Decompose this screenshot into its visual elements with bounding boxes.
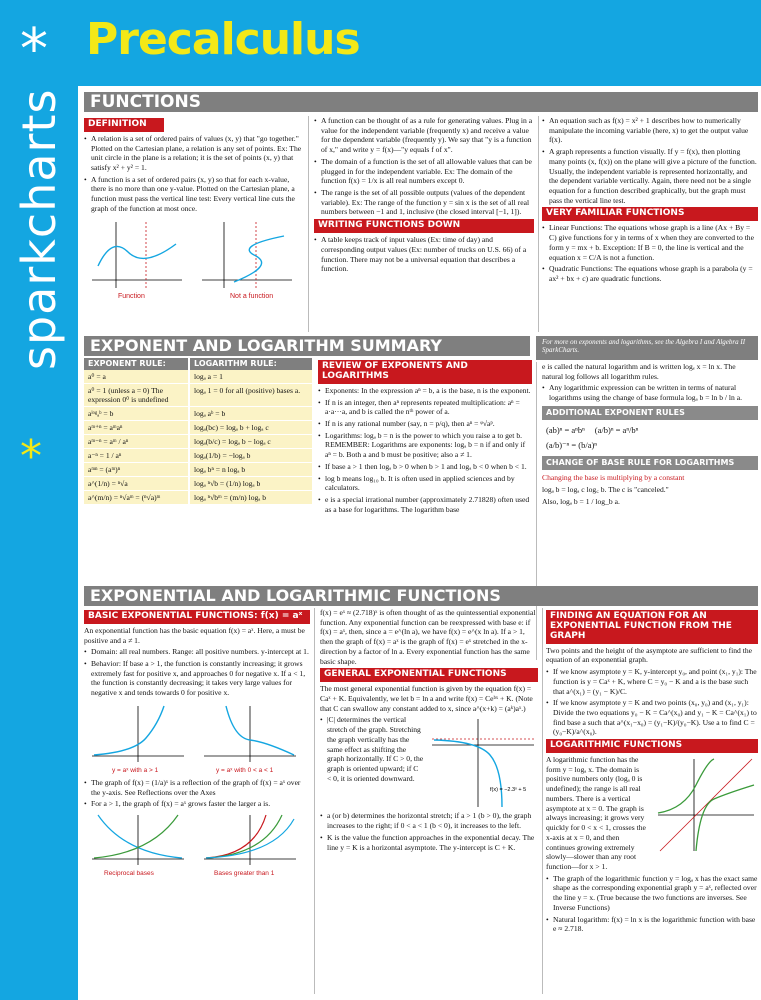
- review-item: • If base a > 1 then logₐ b > 0 when b > 1 and logₐ b < 0 when b < 1.: [318, 462, 532, 472]
- rule-row: [84, 407, 312, 421]
- function-definition: • A function is a set of ordered pairs (x, y) so that for each x-value, there is no more than one y-value. Plotted on the Cartesian plane, a function must pass the vertical line test: Every vertical line cuts the graph of the function at most once.: [84, 175, 302, 214]
- range-text: • The range is the set of all possible outputs (values of the dependent variable). Ex: The range of the function y = sin x is the set of all real numbers between −1 and 1, inclusive (the closed interval [−1, 1]).: [314, 188, 534, 217]
- log-reflection-text: • The graph of the logarithmic function y = logₐ x has the exact same shape as the corresponding exponential graph y = aˣ, reflected over the line y = x. (True because the two functions are inverses. See Inverse Functions): [546, 874, 758, 913]
- caption-reciprocal: Reciprocal bases: [104, 870, 154, 878]
- asterisk-logo: *: [20, 17, 48, 82]
- familiar-functions-heading: VERY FAMILIAR FUNCTIONS: [542, 207, 758, 221]
- page-title: Precalculus: [86, 14, 360, 65]
- general-exp-text: The most general exponential function is given by the equation f(x) = Caˣ + K. Equivalently, we let b = ln a and write f(x) = Ceᵇˣ + K. (Note that C can swallow any constant added to x, since a^(x+k) = (aᵏ)aˣ.): [320, 684, 533, 713]
- caption-not-function: Not a function: [230, 292, 274, 300]
- a-stretch-text: • a (or b) determines the horizontal stretch; if a > 1 (b > 0), the graph increases to the right; if 0 < a < 1 (b < 0), it increases to the left.: [320, 811, 538, 830]
- exponential-graphs: [84, 700, 310, 778]
- rule-row: [84, 477, 312, 491]
- caption-greater: Bases greater than 1: [214, 870, 275, 878]
- functions-col-3: [542, 116, 758, 334]
- log-rule-cell: logₐ ⁿ√b = (1/n) logₐ b: [190, 477, 312, 491]
- log-rule-cell: logₐ 1 = 0 for all (positive) bases a.: [190, 384, 312, 407]
- rule-row: [84, 370, 312, 384]
- behavior-text: • Behavior: If base a > 1, the function is constantly increasing; it grows extremely fast for positive x, and approaches 0 for negative x. If a < 1, the function is constantly decreasing; it takes very large values for negative x and tends towards 0 for positive x.: [84, 659, 310, 698]
- finding-case-1: • If we know asymptote y = K, y-intercept y₀, and point (x₁, y₁): The function is y = Caˣ + K, where C = y₀ − K and a is the base such that a^(x₁) = (y₁ − K)/C.: [546, 667, 758, 696]
- caption-a-gt-1: y = aˣ with a > 1: [112, 766, 159, 774]
- rule-negative-power: (a/b)⁻ⁿ = (b/a)ⁿ: [546, 439, 597, 450]
- function-rule-text: • A function can be thought of as a rule for generating values. Plug in a value for the independent variable (frequently x) and receive a value for the dependent variable (frequently y). We say that "y is a function of x," and write y = f(x)—"y equals f of x".: [314, 116, 534, 155]
- sparkcharts-logo: sparkcharts: [12, 88, 66, 370]
- review-item: • Logarithms: logₐ b = n is the power to which you raise a to get b. REMEMBER: Logarithms are exponents: logₐ b = n if and only if aⁿ = b. Both a and b must be positive; also a ≠ 1.: [318, 431, 532, 460]
- natural-log-text: e is called the natural logarithm and is written logₑ x = ln x. The natural log follows all logarithm rules.: [542, 362, 736, 381]
- k-asymptote-text: • K is the value the function approaches in the exponential decay. The line y = K is a horizontal asymptote. The y-intercept is C + K.: [320, 833, 538, 852]
- equation-text: • An equation such as f(x) = x² + 1 describes how to numerically manipulate the incoming variable (here, x) to get the output value f(x).: [542, 116, 758, 145]
- exponent-rule-cell: a^(1/n) = ⁿ√a: [84, 477, 188, 491]
- review-heading: REVIEW OF EXPONENTS AND LOGARITHMS: [318, 360, 532, 384]
- base-comparison-graphs: [84, 811, 310, 879]
- caption-function: Function: [118, 292, 145, 300]
- additional-rules-heading: ADDITIONAL EXPONENT RULES: [542, 406, 758, 420]
- domain-text: • The domain of a function is the set of all allowable values that can be plugged in for the independent variable. Ex: The domain of the function f(x) = 1/x is all real numbers except 0.: [314, 157, 534, 186]
- rule-row: [84, 435, 312, 449]
- sparkcharts-note: For more on exponents and logarithms, see the Algebra I and Algebra II SparkCharts.: [536, 336, 758, 360]
- exponent-rule-cell: a⁰ = a: [84, 370, 188, 384]
- rule-row: [84, 491, 312, 505]
- general-exponential-heading: GENERAL EXPONENTIAL FUNCTIONS: [320, 668, 538, 682]
- rules-table: [84, 358, 312, 505]
- exponent-rule-cell: aˡᵒᵍₐᵇ = b: [84, 407, 188, 421]
- log-rule-cell: logₐ(1/b) = −logₐ b: [190, 449, 312, 463]
- expfun-col-3: [546, 608, 758, 996]
- c-stretch-text: • |C| determines the vertical stretch of the graph. Stretching the graph vertically has the same effect as shifting the graph horizontally. If C > 0, the graph is oriented upward; if C < 0, it is oriented downward.: [320, 715, 424, 783]
- writing-functions-heading: WRITING FUNCTIONS DOWN: [314, 219, 534, 233]
- exponent-rule-cell: aᵐⁿ = (aᵐ)ⁿ: [84, 463, 188, 477]
- general-exp-graph: [428, 715, 538, 811]
- log-rule-cell: logₐ a = 1: [190, 370, 312, 384]
- log-rule-cell: logₐ ⁿ√bᵐ = (m/n) logₐ b: [190, 491, 312, 505]
- change-of-base-note: Changing the base is multiplying by a constant: [542, 473, 685, 483]
- finding-intro: Two points and the height of the asymptote are sufficient to find the equation of an exponential graph.: [546, 645, 752, 665]
- quadratic-functions-text: • Quadratic Functions: The equations whose graph is a parabola (y = ax² + bx + c) are quadratic functions.: [542, 264, 758, 283]
- rule-row: [84, 463, 312, 477]
- review-item: • e is a special irrational number (approximately 2.71828) often used as a base for logarithms. The logarithm base: [318, 495, 532, 514]
- review-item: • If n is any rational number (say, n = p/q), then aⁿ = ᵠ√aᵖ.: [318, 419, 532, 429]
- expfun-col-1: [84, 608, 310, 996]
- rule-row: [84, 449, 312, 463]
- basic-exp-text: An exponential function has the basic equation f(x) = aˣ. Here, a must be positive and a ≠ 1.: [84, 625, 305, 645]
- change-of-base-text: • Any logarithmic expression can be written in terms of natural logarithms using the change of base formula logₐ b = ln b / ln a.: [542, 383, 758, 402]
- asterisk-logo-side: *: [20, 431, 42, 482]
- review-item: • If n is an integer, then aⁿ represents repeated multiplication: aⁿ = a·a···a, and b is called the nᵗʰ power of a.: [318, 398, 532, 417]
- log-rule-header: LOGARITHM RULE:: [190, 358, 312, 370]
- exponent-rule-cell: aᵐ⁺ⁿ = aᵐaⁿ: [84, 421, 188, 435]
- functions-col-1: [84, 116, 302, 334]
- growth-text: • For a > 1, the graph of f(x) = aˣ grows faster the larger a is.: [84, 799, 310, 809]
- finding-equation-heading: FINDING AN EQUATION FOR AN EXPONENTIAL FUNCTION FROM THE GRAPH: [546, 610, 758, 644]
- chart-content: [84, 90, 758, 996]
- e-function-text: f(x) = eˣ ≈ (2.718)ˣ is often thought of as the quintessential exponential function. Any exponential function can be reexpressed with base e: if f(x) = aˣ, then, since a = e^(ln a), we have f(x) = e^(x ln a). If a > 1, then the graph of f(x) = aˣ is the graph of f(x) = eˣ stretched in the x-direction by a factor of ln a. Every exponential function has the same basic shape.: [320, 608, 536, 666]
- definition-heading: DEFINITION: [84, 118, 164, 132]
- expfun-col-2: [320, 608, 538, 996]
- domain-range-text: • Domain: all real numbers. Range: all positive numbers. y-intercept at 1.: [84, 647, 310, 657]
- log-function-text: A logarithmic function has the form y = logₐ x. The domain is positive numbers only (logₐ 0 is undefined); the range is all real numbers. There is a vertical asymptote at x = 0. The graph is always increasing; it grows very quickly for 0 < x < 1, crosses the x-axis at x = 0, and then continues growing extremely slowly—slower than any root function—for x > 1.: [546, 755, 646, 871]
- section-explog-header: EXPONENT AND LOGARITHM SUMMARY: [84, 336, 530, 356]
- functions-col-2: [314, 116, 534, 334]
- linear-functions-text: • Linear Functions: The equations whose graph is a line (Ax + By = C) give functions for y in terms of x when they are converted to the form y = mx + b. Exception: If B = 0, the line is vertical and the equation x = C/A is not a function.: [542, 223, 758, 262]
- log-rule-cell: logₐ(bc) = logₐ b + logₐ c: [190, 421, 312, 435]
- general-graph-label: f(x) = −2.3ˣ + 5: [490, 787, 527, 794]
- rule-row: [84, 421, 312, 435]
- change-of-base-heading: CHANGE OF BASE RULE FOR LOGARITHMS: [542, 456, 758, 470]
- log-rule-cell: logₐ(b/c) = logₐ b − logₐ c: [190, 435, 312, 449]
- review-item: • Exponents: In the expression aⁿ = b, a is the base, n is the exponent.: [318, 386, 532, 396]
- review-item: • log b means log₁₀ b. It is often used in applied sciences and by calculators.: [318, 474, 532, 493]
- log-rule-cell: logₐ bⁿ = n logₐ b: [190, 463, 312, 477]
- exponent-rule-cell: a⁰ = 1 (unless a = 0) The expression 0⁰ is undefined: [84, 384, 188, 407]
- section-functions-header: FUNCTIONS: [84, 92, 758, 112]
- table-text: • A table keeps track of input values (Ex: time of day) and corresponding output values (Ex: number of trucks on U.S. 66) of a function. There may not be a universal equation that describes a function.: [314, 235, 534, 274]
- graph-text: • A graph represents a function visually. If y = f(x), then plotting many points (x, f(x)) on the plane will give a picture of the function. Usually, the independent variable is represented horizontally, and the dependent variable vertically. Again, there need not be a single equation for a function described graphically, but the graph must pass the vertical line test.: [542, 147, 758, 205]
- rule-row: [84, 384, 312, 407]
- basic-exponential-heading: BASIC EXPONENTIAL FUNCTIONS: f(x) = aˣ: [84, 610, 310, 624]
- caption-a-lt-1: y = aˣ with 0 < a < 1: [216, 766, 274, 774]
- exponent-rule-header: EXPONENT RULE:: [84, 358, 188, 370]
- log-functions-heading: LOGARITHMIC FUNCTIONS: [546, 739, 758, 753]
- change-of-base-formula-1: logₐ b = logₐ c log꜀ b. The c is "canceled.": [542, 484, 669, 494]
- exponent-rule-cell: a⁻ⁿ = 1 / aⁿ: [84, 449, 188, 463]
- change-of-base-formula-2: Also, logₐ b = 1 / log_b a.: [542, 496, 620, 506]
- reflection-text: • The graph of f(x) = (1/a)ˣ is a reflection of the graph of f(x) = aˣ over the y-axis. See Reflections over the Axes: [84, 778, 310, 797]
- relation-definition: • A relation is a set of ordered pairs of values (x, y) that "go together." Plotted on the Cartesian plane, a relation is any set of points. Ex: The unit circle in the plane is a relation; it is the set of points (x, y) that satisfy x² + y² = 1.: [84, 134, 302, 173]
- section-expfun-header: EXPONENTIAL AND LOGARITHMIC FUNCTIONS: [84, 586, 758, 606]
- exponent-rule-cell: a^(m/n) = ⁿ√aᵐ = (ⁿ√a)ᵐ: [84, 491, 188, 505]
- log-rule-cell: logₐ aᵇ = b: [190, 407, 312, 421]
- exponent-rule-cell: aᵐ⁻ⁿ = aᵐ / aⁿ: [84, 435, 188, 449]
- finding-case-2: • If we know asymptote y = K and two points (x₀, y₀) and (x₁, y₁): Divide the two equations y₀ − K = Ca^(x₀) and y₁ − K = Ca^(x₁) to find base a such that a^(x₁−x₀) = (y₁−K)/(y₀−K). Use a to find C = (y₀−K)/a^(x₀).: [546, 698, 758, 737]
- rule-quotient-power: (a/b)ⁿ = aⁿ/bⁿ: [594, 425, 639, 436]
- rule-product-power: (ab)ⁿ = aⁿbⁿ: [546, 425, 585, 436]
- function-graphs: [84, 216, 302, 300]
- log-function-graph: [654, 755, 758, 855]
- natural-log-function-text: • Natural logarithm: f(x) = ln x is the logarithmic function with base e ≈ 2.718.: [546, 915, 758, 934]
